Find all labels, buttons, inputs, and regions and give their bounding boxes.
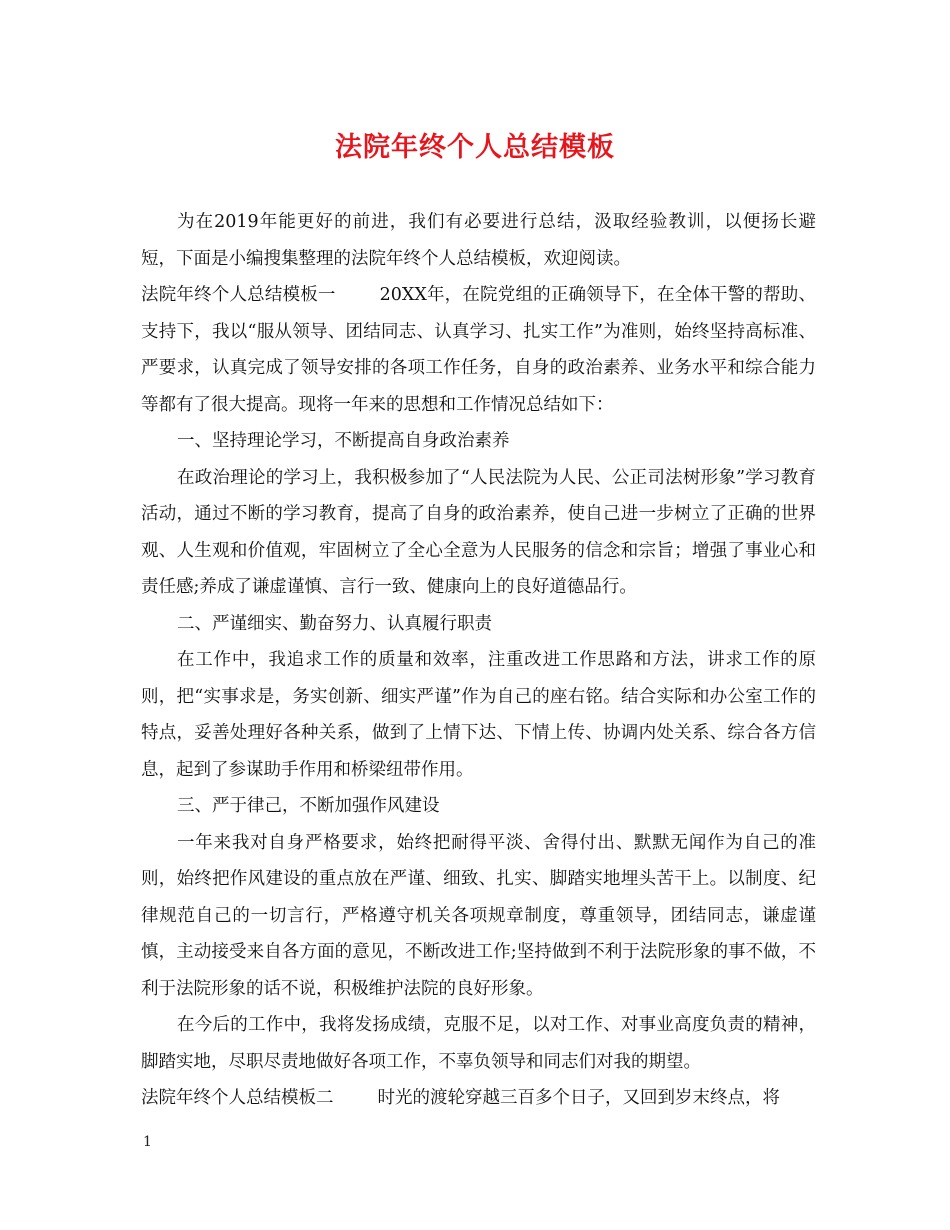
paragraph-section-2: 在工作中，我追求工作的质量和效率，注重改进工作思路和方法，讲求工作的原则，把“实事求是，务实创新、细实严谨”作为自己的座右铭。结合实际和办公室工作的特点，妥善处理好各种关系，做到了上情下达、下情上传、协调内处关系、综合各方信息，起到了参谋助手作用和桥梁纽带作用。 [141,650,816,780]
template-two-label: 法院年终个人总结模板二 [141,1088,334,1108]
document-body [141,204,816,1117]
paragraph-closing: 在今后的工作中，我将发扬成绩，克服不足，以对工作、对事业高度负责的精神，脚踏实地，尽职尽责地做好各项工作，不辜负领导和同志们对我的期望。 [141,1015,816,1072]
paragraph-section-3: 一年来我对自身严格要求，始终把耐得平淡、舍得付出、默默无闻作为自己的准则，始终把作风建设的重点放在严谨、细致、扎实、脚踏实地埋头苦干上。以制度、纪律规范自己的一切言行，严格遵守机关各项规章制度，尊重领导，团结同志，谦虚谨慎，主动接受来自各方面的意见，不断改进工作;坚持做到不利于法院形象的事不做，不利于法院形象的话不说，积极维护法院的良好形象。 [141,832,816,999]
section-heading-1: 一、坚持理论学习，不断提高自身政治素养 [177,431,510,451]
template-one-text: 20XX年，在院党组的正确领导下，在全体干警的帮助、支持下，我以“服从领导、团结同志、认真学习、扎实工作”为准则，始终坚持高标准、严要求，认真完成了领导安排的各项工作任务，自身的政治素养、业务水平和综合能力等都有了很大提高。现将一年来的思想和工作情况总结如下： [141,285,817,415]
paragraph-template-two [141,1080,816,1117]
template-two-text: 时光的渡轮穿越三百多个日子，又回到岁末终点，将 [377,1088,780,1108]
paragraph-template-one [141,277,816,423]
page-number: 1 [143,1134,152,1150]
template-one-label: 法院年终个人总结模板一 [141,285,336,305]
paragraph-section-1: 在政治理论的学习上，我积极参加了“人民法院为人民、公正司法树形象”学习教育活动，通过不断的学习教育，提高了自身的政治素养，使自己进一步树立了正确的世界观、人生观和价值观，牢固树立了全心全意为人民服务的信念和宗旨；增强了事业心和责任感;养成了谦虚谨慎、言行一致、健康向上的良好道德品行。 [141,467,816,597]
section-heading-2: 二、严谨细实、勤奋努力、认真履行职责 [177,613,492,634]
section-heading-3: 三、严于律己，不断加强作风建设 [177,796,440,816]
document-title: 法院年终个人总结模板 [335,132,615,163]
paragraph-intro: 为在2019年能更好的前进，我们有必要进行总结，汲取经验教训，以便扬长避短，下面是小编搜集整理的法院年终个人总结模板，欢迎阅读。 [141,212,816,269]
